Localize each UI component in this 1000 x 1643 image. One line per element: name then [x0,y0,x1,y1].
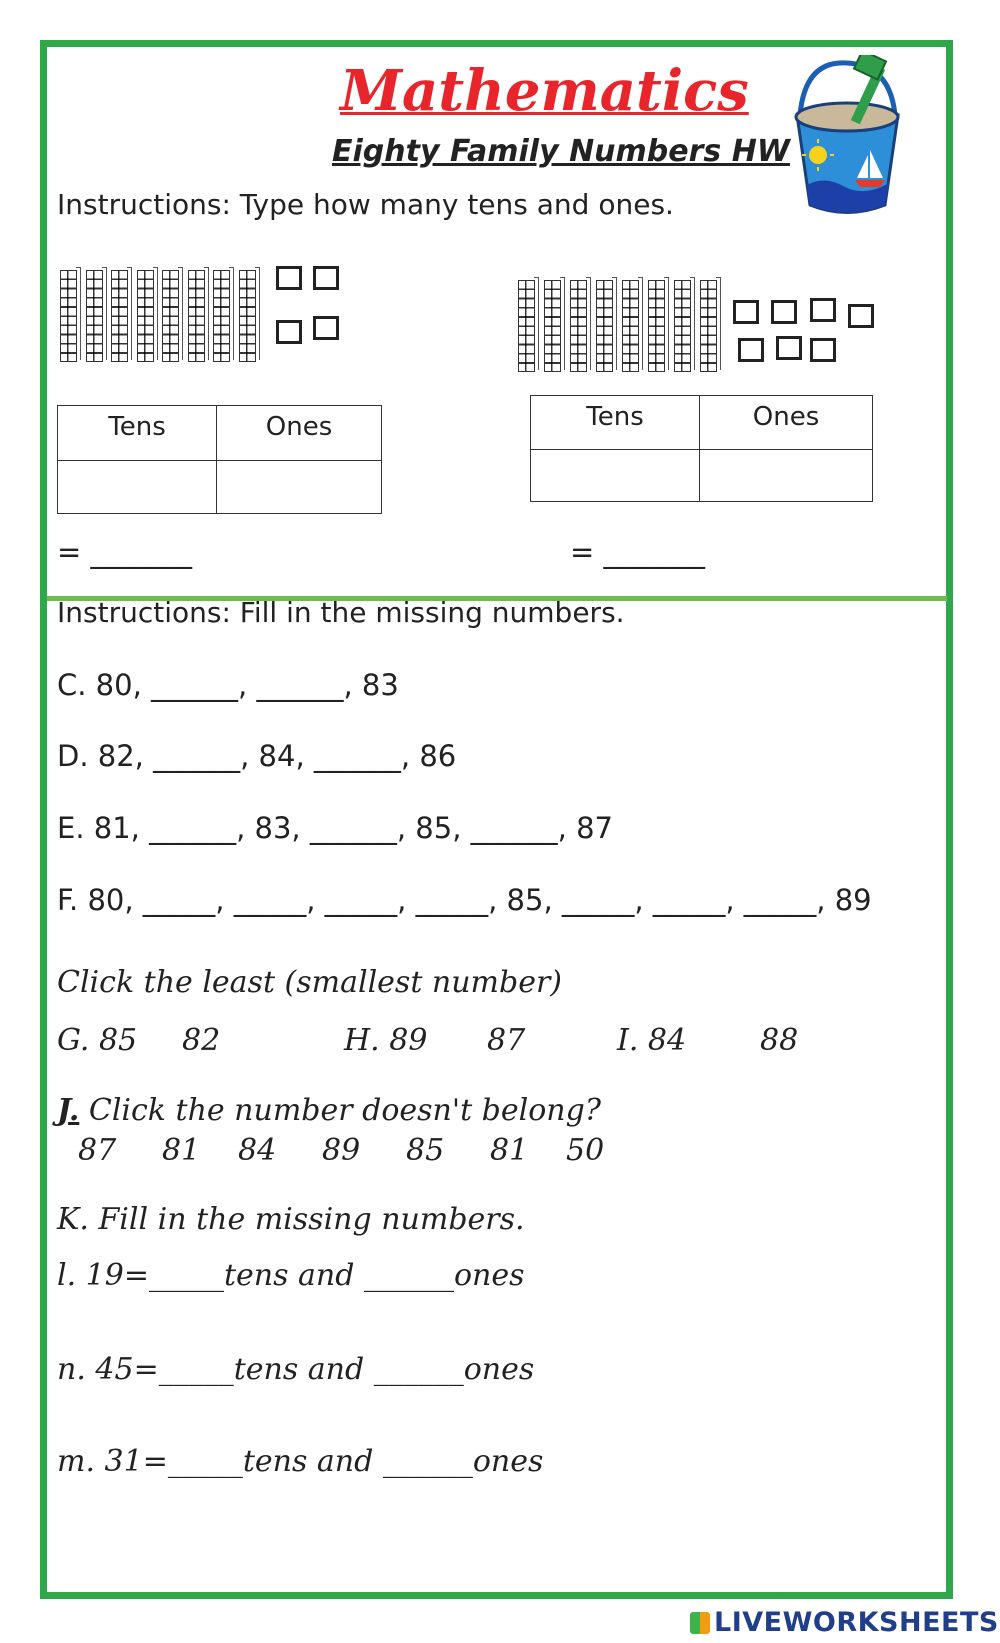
instructions-tens-ones: Instructions: Type how many tens and ones. [57,188,674,221]
right-equals-answer[interactable]: = _______ [570,535,706,569]
right-tens-input[interactable] [531,450,700,502]
ones-cube [848,304,874,328]
row-d[interactable]: D. 82, ______, 84, ______, 86 [57,739,457,773]
k-row-n[interactable]: n. 45=_____tens and ______ones [57,1352,535,1387]
tens-rod [518,280,535,372]
brand-text: LIVEWORKSHEETS [714,1607,999,1638]
tens-rod [596,280,613,372]
left-tens-header: Tens [58,406,217,461]
right-ones-header: Ones [700,396,873,450]
left-ones-input[interactable] [217,461,382,514]
least-g-second[interactable]: 82 [182,1023,221,1058]
left-tens-input[interactable] [58,461,217,514]
odd-n3[interactable]: 84 [238,1133,277,1168]
ones-cube [733,300,759,324]
left-equals-answer[interactable]: = _______ [57,535,193,569]
tens-rod [674,280,691,372]
ones-cube [313,316,339,340]
left-place-value-table [57,405,382,514]
ones-cube [810,298,836,322]
liveworksheets-logo-icon [690,1612,710,1634]
odd-label: J. [57,1093,80,1128]
ones-cube [313,266,339,290]
ones-cube [276,320,302,344]
k-heading: K. Fill in the missing numbers. [57,1202,525,1237]
tens-rod [137,270,154,362]
tens-rod [111,270,128,362]
k-row-l[interactable]: l. 19=_____tens and ______ones [57,1258,525,1293]
odd-n4[interactable]: 89 [322,1133,361,1168]
ones-cube [276,266,302,290]
ones-cube [810,338,836,362]
right-ones-input[interactable] [700,450,873,502]
least-h-first[interactable]: H. 89 [344,1023,428,1058]
tens-rod [60,270,77,362]
sand-bucket-illustration [785,55,910,220]
tens-rod [213,270,230,362]
tens-rod [544,280,561,372]
least-g-first[interactable]: G. 85 [57,1023,138,1058]
right-place-value-table [530,395,873,502]
page-title: Mathematics [340,58,749,124]
tens-rod [239,270,256,362]
odd-heading-row [57,1093,601,1128]
tens-rod [648,280,665,372]
odd-n7[interactable]: 50 [566,1133,605,1168]
least-heading: Click the least (smallest number) [57,965,563,1000]
tens-rod [188,270,205,362]
odd-n1[interactable]: 87 [78,1133,117,1168]
brand-footer [690,1607,999,1638]
tens-rod [570,280,587,372]
row-e[interactable]: E. 81, ______, 83, ______, 85, ______, 87 [57,811,613,845]
ones-cube [776,336,802,360]
row-c[interactable]: C. 80, ______, ______, 83 [57,668,399,702]
least-h-second[interactable]: 87 [487,1023,526,1058]
instructions-missing-numbers: Instructions: Fill in the missing numbers. [57,596,625,629]
row-f[interactable]: F. 80, _____, _____, _____, _____, 85, _____, _____, _____, 89 [57,883,872,917]
odd-n2[interactable]: 81 [162,1133,201,1168]
least-i-first[interactable]: I. 84 [617,1023,687,1058]
k-row-m[interactable]: m. 31=_____tens and ______ones [57,1444,544,1479]
tens-rod [622,280,639,372]
least-i-second[interactable]: 88 [760,1023,799,1058]
tens-rod [162,270,179,362]
odd-n5[interactable]: 85 [406,1133,445,1168]
left-ones-header: Ones [217,406,382,461]
right-tens-header: Tens [531,396,700,450]
odd-heading: Click the number doesn't belong? [88,1093,601,1128]
tens-rod [700,280,717,372]
ones-cube [738,338,764,362]
tens-rod [86,270,103,362]
page-subtitle: Eighty Family Numbers HW [332,134,790,169]
ones-cube [771,300,797,324]
odd-n6[interactable]: 81 [490,1133,529,1168]
